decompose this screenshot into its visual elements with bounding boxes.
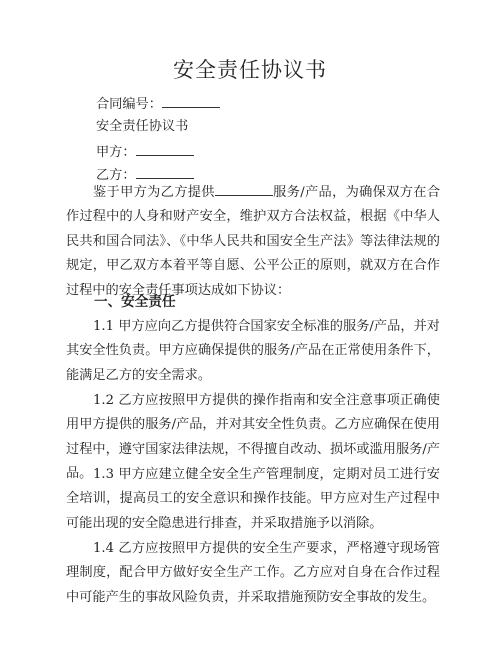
contract-number-blank: [162, 93, 220, 108]
document-name-line: 安全责任协议书: [96, 119, 189, 134]
intro-text-part2: 服务/产品，为确保双方在合作过程中的人身和财产安全，维护双方合法权益，根据《中华人民共和国合同法》、《中华人民共和国安全生产法》等法律法规的规定，甲乙双方本着平等自愿、公平公正的原则，就双方在合作过程中的安全责任事项达成如下协议：: [66, 185, 441, 298]
party-a-field: [96, 141, 194, 163]
clause-1-4: 1.4 乙方应按照甲方提供的安全生产要求，严格遵守现场管理制度，配合甲方做好安全生产工作。乙方应对自身在合作过程中可能产生的事故风险负责，并采取措施预防安全事故的发生。: [66, 541, 440, 605]
clause-1-1: 1.1 甲方应向乙方提供符合国家安全标准的服务/产品，并对其安全性负责。甲方应确保提供的服务/产品在正常使用条件下，能满足乙方的安全需求。: [66, 319, 440, 383]
service-blank: [215, 183, 273, 196]
contract-number-field: [96, 93, 220, 115]
party-b-label: 乙方：: [96, 168, 136, 183]
intro-text-part1: 鉴于甲方为乙方提供: [93, 185, 215, 200]
section-heading-safety-responsibility: 一、安全责任: [94, 294, 176, 310]
clause-1-3: 1.3 甲方应建立健全安全生产管理制度，定期对员工进行安全培训，提高员工的安全意识和操作技能。甲方应对生产过程中可能出现的安全隐患进行排查，并采取措施予以消除。: [66, 467, 440, 531]
clause-1-2: 1.2 乙方应按照甲方提供的操作指南和安全注意事项正确使用甲方提供的服务/产品，并对其安全性负责。乙方应确保在使用过程中，遵守国家法律法规，不得擅自改动、损坏或滥用服务/产品。: [66, 393, 440, 482]
intro-paragraph: [66, 181, 440, 303]
party-b-blank: [136, 164, 194, 179]
party-a-label: 甲方：: [96, 145, 136, 160]
party-a-blank: [136, 141, 194, 156]
contract-number-label: 合同编号：: [96, 97, 162, 112]
document-title: 安全责任协议书: [173, 58, 327, 82]
